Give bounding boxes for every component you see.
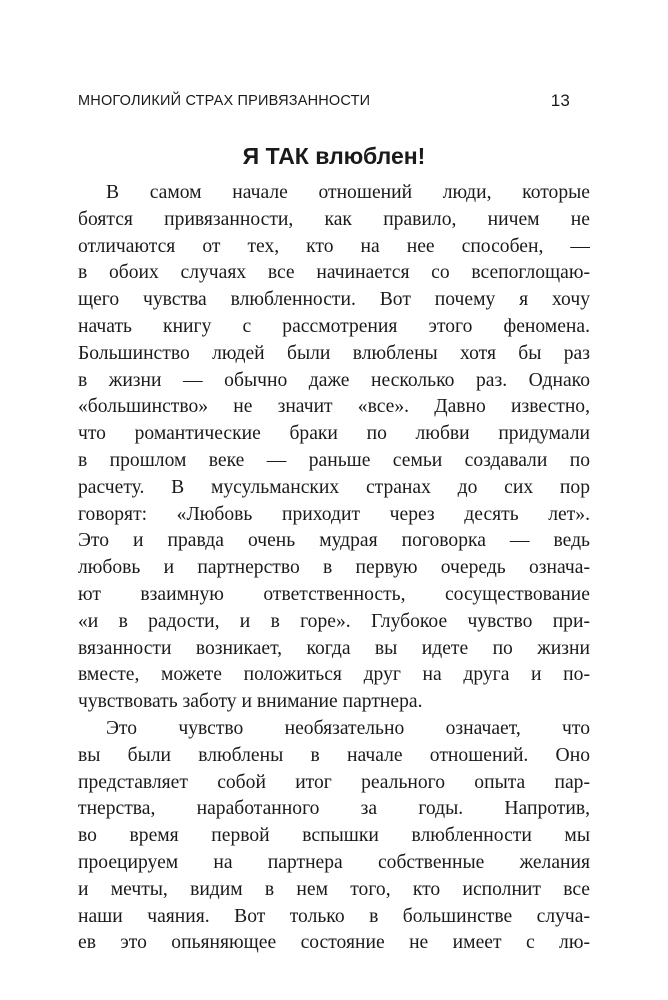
page-number: 13 xyxy=(550,91,570,110)
text-line: расчету. В мусульманских странах до сих пор xyxy=(78,476,590,498)
text-line: проецируем на партнера собственные желания xyxy=(78,851,590,873)
text-line: в обоих случаях все начинается со всепоглощаю- xyxy=(78,262,590,284)
text-line: вязанности возникает, когда вы идете по жизни xyxy=(78,637,590,659)
text-line: Это и правда очень мудрая поговорка — ведь xyxy=(78,530,590,552)
text-line: В самом начале отношений люди, которые xyxy=(106,182,590,203)
body-text xyxy=(78,180,590,957)
text-line: «большинство» не значит «все». Давно известно, xyxy=(78,396,590,418)
text-line: в прошлом веке — раньше семьи создавали по xyxy=(78,449,590,471)
text-line: представляет собой итог реального опыта пар- xyxy=(78,771,590,793)
running-head-title: МНОГОЛИКИЙ СТРАХ ПРИВЯЗАННОСТИ xyxy=(78,93,371,109)
text-line: и мечты, видим в нем того, кто исполнит все xyxy=(78,878,590,900)
paragraph xyxy=(78,180,590,716)
text-line: вы были влюблены в начале отношений. Оно xyxy=(78,744,590,766)
text-line: наши чаяния. Вот только в большинстве случа- xyxy=(78,905,590,927)
text-line: любовь и партнерство в первую очередь означа- xyxy=(78,557,590,579)
text-line: начать книгу с рассмотрения этого феномена. xyxy=(78,315,590,337)
text-line: что романтические браки по любви придумали xyxy=(78,423,590,445)
text-line: во время первой вспышки влюбленности мы xyxy=(78,825,590,847)
text-line: ев это опьяняющее состояние не имеет с лю- xyxy=(78,932,590,954)
text-line: ют взаимную ответственность, сосуществование xyxy=(78,583,590,605)
text-line: вместе, можете положиться друг на друга и по- xyxy=(78,664,590,686)
text-line: тнерства, наработанного за годы. Напротив, xyxy=(78,798,590,820)
text-line: говорят: «Любовь приходит через десять лет». xyxy=(78,503,590,525)
text-line: Большинство людей были влюблены хотя бы раз xyxy=(78,342,590,364)
paragraph xyxy=(78,716,590,957)
text-line: «и в радости, и в горе». Глубокое чувство при- xyxy=(78,610,590,632)
running-head xyxy=(78,91,570,113)
text-line: щего чувства влюбленности. Вот почему я хочу xyxy=(78,289,590,311)
text-line: боятся привязанности, как правило, ничем не xyxy=(78,208,590,230)
text-line: отличаются от тех, кто на нее способен, — xyxy=(78,235,590,257)
chapter-heading: Я ТАК влюблен! xyxy=(242,143,426,169)
text-line: чувствовать заботу и внимание партнера. xyxy=(78,691,423,713)
text-line: Это чувство необязательно означает, что xyxy=(106,717,590,739)
text-line: в жизни — обычно даже несколько раз. Однако xyxy=(78,369,590,391)
